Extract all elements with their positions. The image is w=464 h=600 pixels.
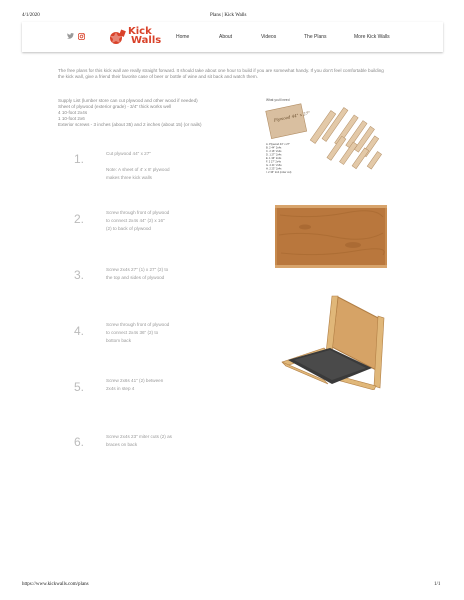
step-line: 2x4s in step 4 <box>106 386 135 392</box>
step-line: braces on back <box>106 442 138 448</box>
step-line: (2) to back of plywood <box>106 226 151 232</box>
legend-item: F. 2 27" 2x4s <box>266 160 281 164</box>
step-3-text <box>106 266 206 282</box>
print-date: 4/1/2020 <box>22 13 40 18</box>
step-number: 6. <box>74 435 85 449</box>
step-6-text <box>106 433 206 449</box>
step-line: Note: A sheet of 4' x 8' plywood <box>106 167 170 173</box>
legend-item: B. 2 44" 2x4s <box>266 146 282 150</box>
step-number: 1. <box>74 152 85 166</box>
supply-line: 4 10-foot 2x4s <box>58 110 88 116</box>
step-spacer <box>106 158 206 166</box>
step-line: Screw 2x4s 23" miter cuts (2) as <box>106 434 172 439</box>
step-number: 2. <box>74 212 85 226</box>
step-number: 3. <box>74 268 85 282</box>
legend-item: I. 2 36" 2x4 (miter cut) <box>266 171 292 174</box>
supply-list <box>58 98 258 128</box>
twitter-icon[interactable] <box>67 33 74 41</box>
step-2-text <box>106 209 206 234</box>
step-line: Screw through front of plywood <box>106 210 170 215</box>
supply-line: Supply List (lumber store can cut plywood and other wood if needed) <box>58 98 198 103</box>
legend-item: E. 1 36" 2x4s <box>266 157 282 160</box>
cut-list-diagram <box>262 95 390 177</box>
print-title: Plans | Kick Walls <box>210 13 247 18</box>
step-4-photo <box>280 292 390 390</box>
logo[interactable] <box>128 27 161 45</box>
step-5-text <box>106 377 206 393</box>
print-url: https://www.kickwalls.com/plans <box>22 582 89 587</box>
nav-home[interactable]: Home <box>176 34 190 40</box>
logo-line2: Walls <box>131 35 162 46</box>
step-line: to connect 2x4s 44" (2) x 16" <box>106 218 165 224</box>
step-number: 5. <box>74 380 85 394</box>
legend-item: D. 1 27" 2x4s <box>266 153 282 157</box>
diagram-top-label: What you'll need <box>266 98 290 102</box>
step-line: makes three kick walls <box>106 175 152 181</box>
site-header <box>22 22 443 52</box>
step-line: Screw 2x6s 41" (2) between <box>106 378 164 383</box>
instagram-icon[interactable] <box>78 33 85 42</box>
plywood-label: Plywood 44" x 27" <box>273 110 311 123</box>
supply-line: 1 10-foot 2x6 <box>58 116 85 122</box>
step-line: Cut plywood 44" x 27" <box>106 151 151 156</box>
logo-icon[interactable] <box>108 27 128 47</box>
legend-item: A. Plywood 44" x 27" <box>266 143 291 146</box>
step-line: the top and sides of plywood <box>106 275 165 281</box>
logo-line1: Kick <box>128 26 152 37</box>
step-line: Screw through front of plywood <box>106 322 170 327</box>
nav-about[interactable]: About <box>219 34 233 40</box>
step-line: to connect 2x4s 36" (2) to <box>106 330 159 336</box>
supply-line: Sheet of plywood (exterior grade) - 3/4" thick works well <box>58 104 172 110</box>
step-line: bottom back <box>106 338 132 344</box>
print-page: 1/1 <box>434 582 441 587</box>
nav-the-plans[interactable]: The Plans <box>304 34 327 40</box>
legend-item: G. 2 41" 2x6s <box>266 164 282 167</box>
nav-videos[interactable]: Videos <box>261 34 277 40</box>
intro-paragraph: The free plans for this kick wall are really straight forward. It should take about one hour to build if you are somewhat handy. If you don't feel comfortable building the kick wall, give a friend their favorite case of beer or bottle of wine and sit back and watch them. <box>58 68 384 80</box>
step-number: 4. <box>74 324 85 338</box>
step-1-text <box>106 150 206 183</box>
nav-more-kick-walls[interactable]: More Kick Walls <box>354 34 390 40</box>
legend-item: C. 2 16" 2x4s <box>266 150 282 153</box>
legend-item: H. 2 23" 2x4s <box>266 167 282 171</box>
step-4-text <box>106 321 206 346</box>
supply-line: Exterior screws - 3 inches (about 35) and 2 inches (about 15) (or nails) <box>58 122 202 128</box>
step-line: Screw 2x4s 27" (1) x 27" (2) to <box>106 267 169 272</box>
step-2-photo <box>275 205 387 268</box>
